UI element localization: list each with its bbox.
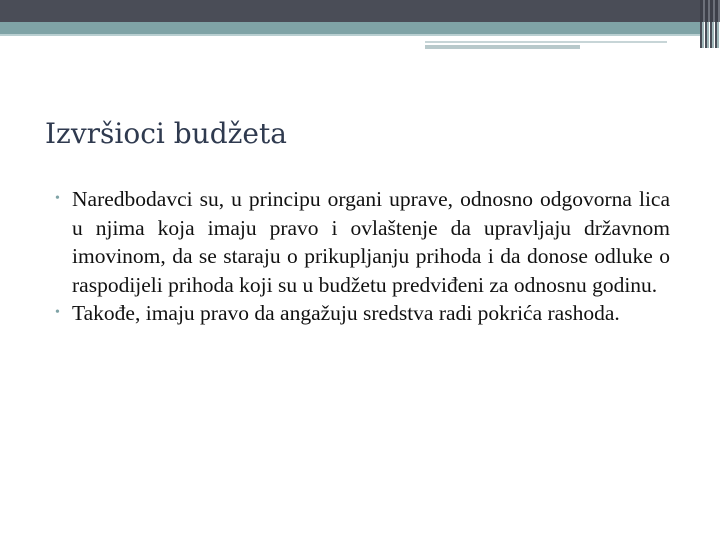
bullet-item — [44, 185, 670, 299]
bullet-marker: • — [55, 191, 60, 206]
bullet-marker: • — [55, 305, 60, 320]
bullet-item — [44, 299, 670, 328]
bullet-text: Naredbodavci su, u principu organi uprave, odnosno odgovorna lica u njima koja imaju pravo i ovlaštenje da upravljaju državnom imovinom, da se staraju o prikupljanju prihoda i da donose odluke o raspodijeli prihoda koji su u budžetu predviđeni za odnosnu godinu. — [72, 187, 670, 297]
header-decoration-line — [425, 41, 667, 43]
bullet-list — [44, 185, 670, 328]
bullet-text: Takođe, imaju pravo da angažuju sredstva radi pokrića rashoda. — [72, 301, 620, 325]
header-decoration-line-short — [425, 45, 580, 49]
slide-title: Izvršioci budžeta — [45, 117, 287, 150]
header-teal-light-band — [0, 34, 700, 36]
header-dark-band — [0, 0, 700, 22]
header-right-stripes-dark — [700, 0, 720, 22]
header-teal-band — [0, 22, 700, 34]
